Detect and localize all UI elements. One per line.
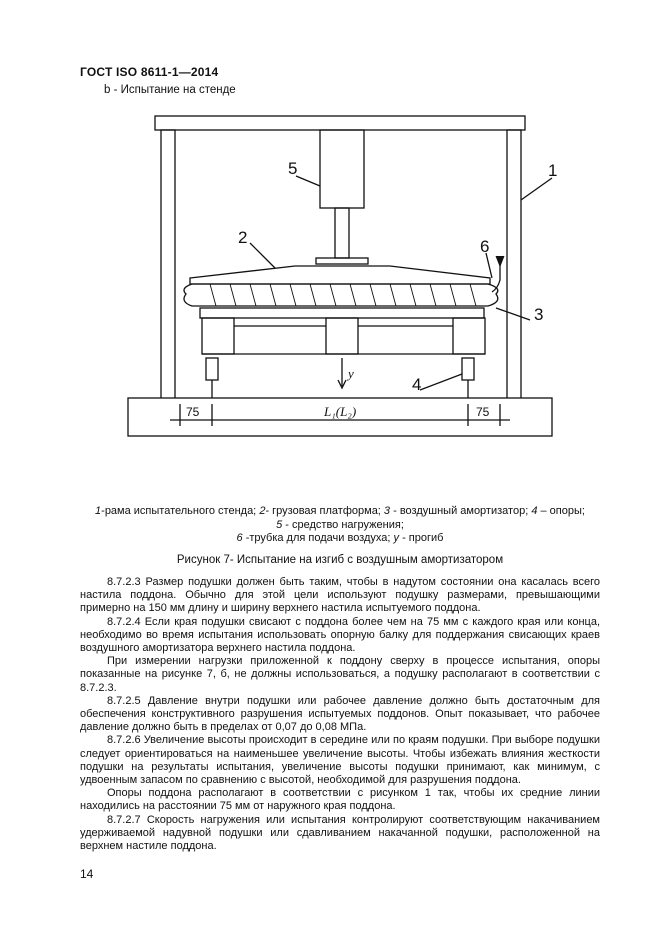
legend-key: y xyxy=(393,532,400,544)
callout-6: 6 xyxy=(480,237,490,256)
support-left xyxy=(206,358,218,380)
legend-text: -рама испытательного стенда; xyxy=(101,505,260,517)
callout-2: 2 xyxy=(238,228,248,247)
legend-key: 3 xyxy=(383,505,391,517)
legend-line-3 xyxy=(80,532,600,546)
figure-subtitle: b - Испытание на стенде xyxy=(104,84,236,96)
pallet-block-left xyxy=(202,318,234,354)
dim-left-label: 75 xyxy=(186,405,200,419)
legend-line-2 xyxy=(80,519,600,533)
pallet-block-center xyxy=(326,318,358,354)
figure-legend xyxy=(80,505,600,546)
body-text xyxy=(80,576,600,853)
support-right xyxy=(462,358,474,380)
callout-1: 1 xyxy=(548,161,558,180)
frame-right-column xyxy=(507,130,521,400)
callout-3: 3 xyxy=(534,305,544,324)
loading-cylinder xyxy=(320,130,364,208)
deflection-label: y xyxy=(348,366,354,381)
legend-text: - воздушный амортизатор; xyxy=(390,505,532,517)
load-platform xyxy=(190,266,490,284)
legend-key: 1 xyxy=(95,505,102,517)
frame-top-beam xyxy=(155,116,525,130)
legend-text: - средство нагружения; xyxy=(282,518,404,531)
page-number: 14 xyxy=(80,867,94,881)
legend-text: - прогиб xyxy=(399,532,444,544)
legend-text: - грузовая платформа; xyxy=(265,505,384,517)
paragraph: 8.7.2.4 Если края подушки свисают с поддона более чем на 75 мм с каждого края или конца, необходимо во время испытания использовать опорную балку для поддержания свисающих краев воздушного амортизатора верхнего настила поддона. xyxy=(80,615,600,655)
legend-text: – опоры; xyxy=(537,505,585,517)
test-stand-drawing xyxy=(120,108,560,438)
legend-key: 2 xyxy=(259,505,266,517)
loading-plate xyxy=(316,258,368,264)
legend-key: 6 xyxy=(236,532,243,544)
legend-key: 4 xyxy=(531,505,538,517)
paragraph: 8.7.2.7 Скорость нагружения или испытания контролируют соответствующим накачиванием удерживаемой надувной подушки или сдавливанием накачанной подушки, расположенной на верхнем настиле поддона. xyxy=(80,813,600,853)
frame-left-column xyxy=(161,130,175,400)
figure-caption: Рисунок 7- Испытание на изгиб с воздушным амортизатором xyxy=(176,554,504,566)
legend-key: 5 xyxy=(276,518,283,531)
dim-span-label: L₁(L₂) xyxy=(324,404,357,419)
paragraph: 8.7.2.3 Размер подушки должен быть таким, чтобы в надутом состоянии она касалась всего настила поддона. Обычно для этой цели используют подушку размерами, превышающими примерно на 150 мм длину и ширину верхнего настила испытуемого поддона. xyxy=(80,576,600,615)
paragraph: При измерении нагрузки приложенной к поддону сверху в процессе испытания, опоры показанные на рисунке 7, б, не должны использоваться, а подушку располагают в соответствии с 8.7.2.3. xyxy=(80,655,600,694)
callout-5: 5 xyxy=(288,159,298,178)
paragraph: 8.7.2.6 Увеличение высоты происходит в середине или по краям подушки. При выборе подушки следует ориентироваться на наименьшее увеличение высоты. Чтобы избежать влияния жесткости подушки на результаты испытания, увеличение высоты подушки принимают, как минимум, с удвоенным запасом по сравнению с высотой, необходимой для разрушения поддона. xyxy=(80,734,600,787)
dim-right-label: 75 xyxy=(476,405,490,419)
paragraph: 8.7.2.5 Давление внутри подушки или рабочее давление должно быть достаточным для обеспечения конструктивного разрушения испытуемых поддонов. Опыт показывает, что рабочее давление должно быть в пределах от 0,07 до 0,08 МПа. xyxy=(80,694,600,734)
standard-header: ГОСТ ISO 8611-1—2014 xyxy=(80,65,219,79)
pallet-block-right xyxy=(453,318,485,354)
paragraph: Опоры поддона располагают в соответствии с рисунком 1 так, чтобы их средние линии находились на расстоянии 75 мм от наружного края поддона. xyxy=(80,787,600,813)
loading-rod xyxy=(335,208,349,258)
legend-text: -трубка для подачи воздуха; xyxy=(242,532,394,544)
callout-4: 4 xyxy=(412,375,422,394)
legend-line-1 xyxy=(80,505,600,519)
pallet-deck xyxy=(200,308,484,318)
